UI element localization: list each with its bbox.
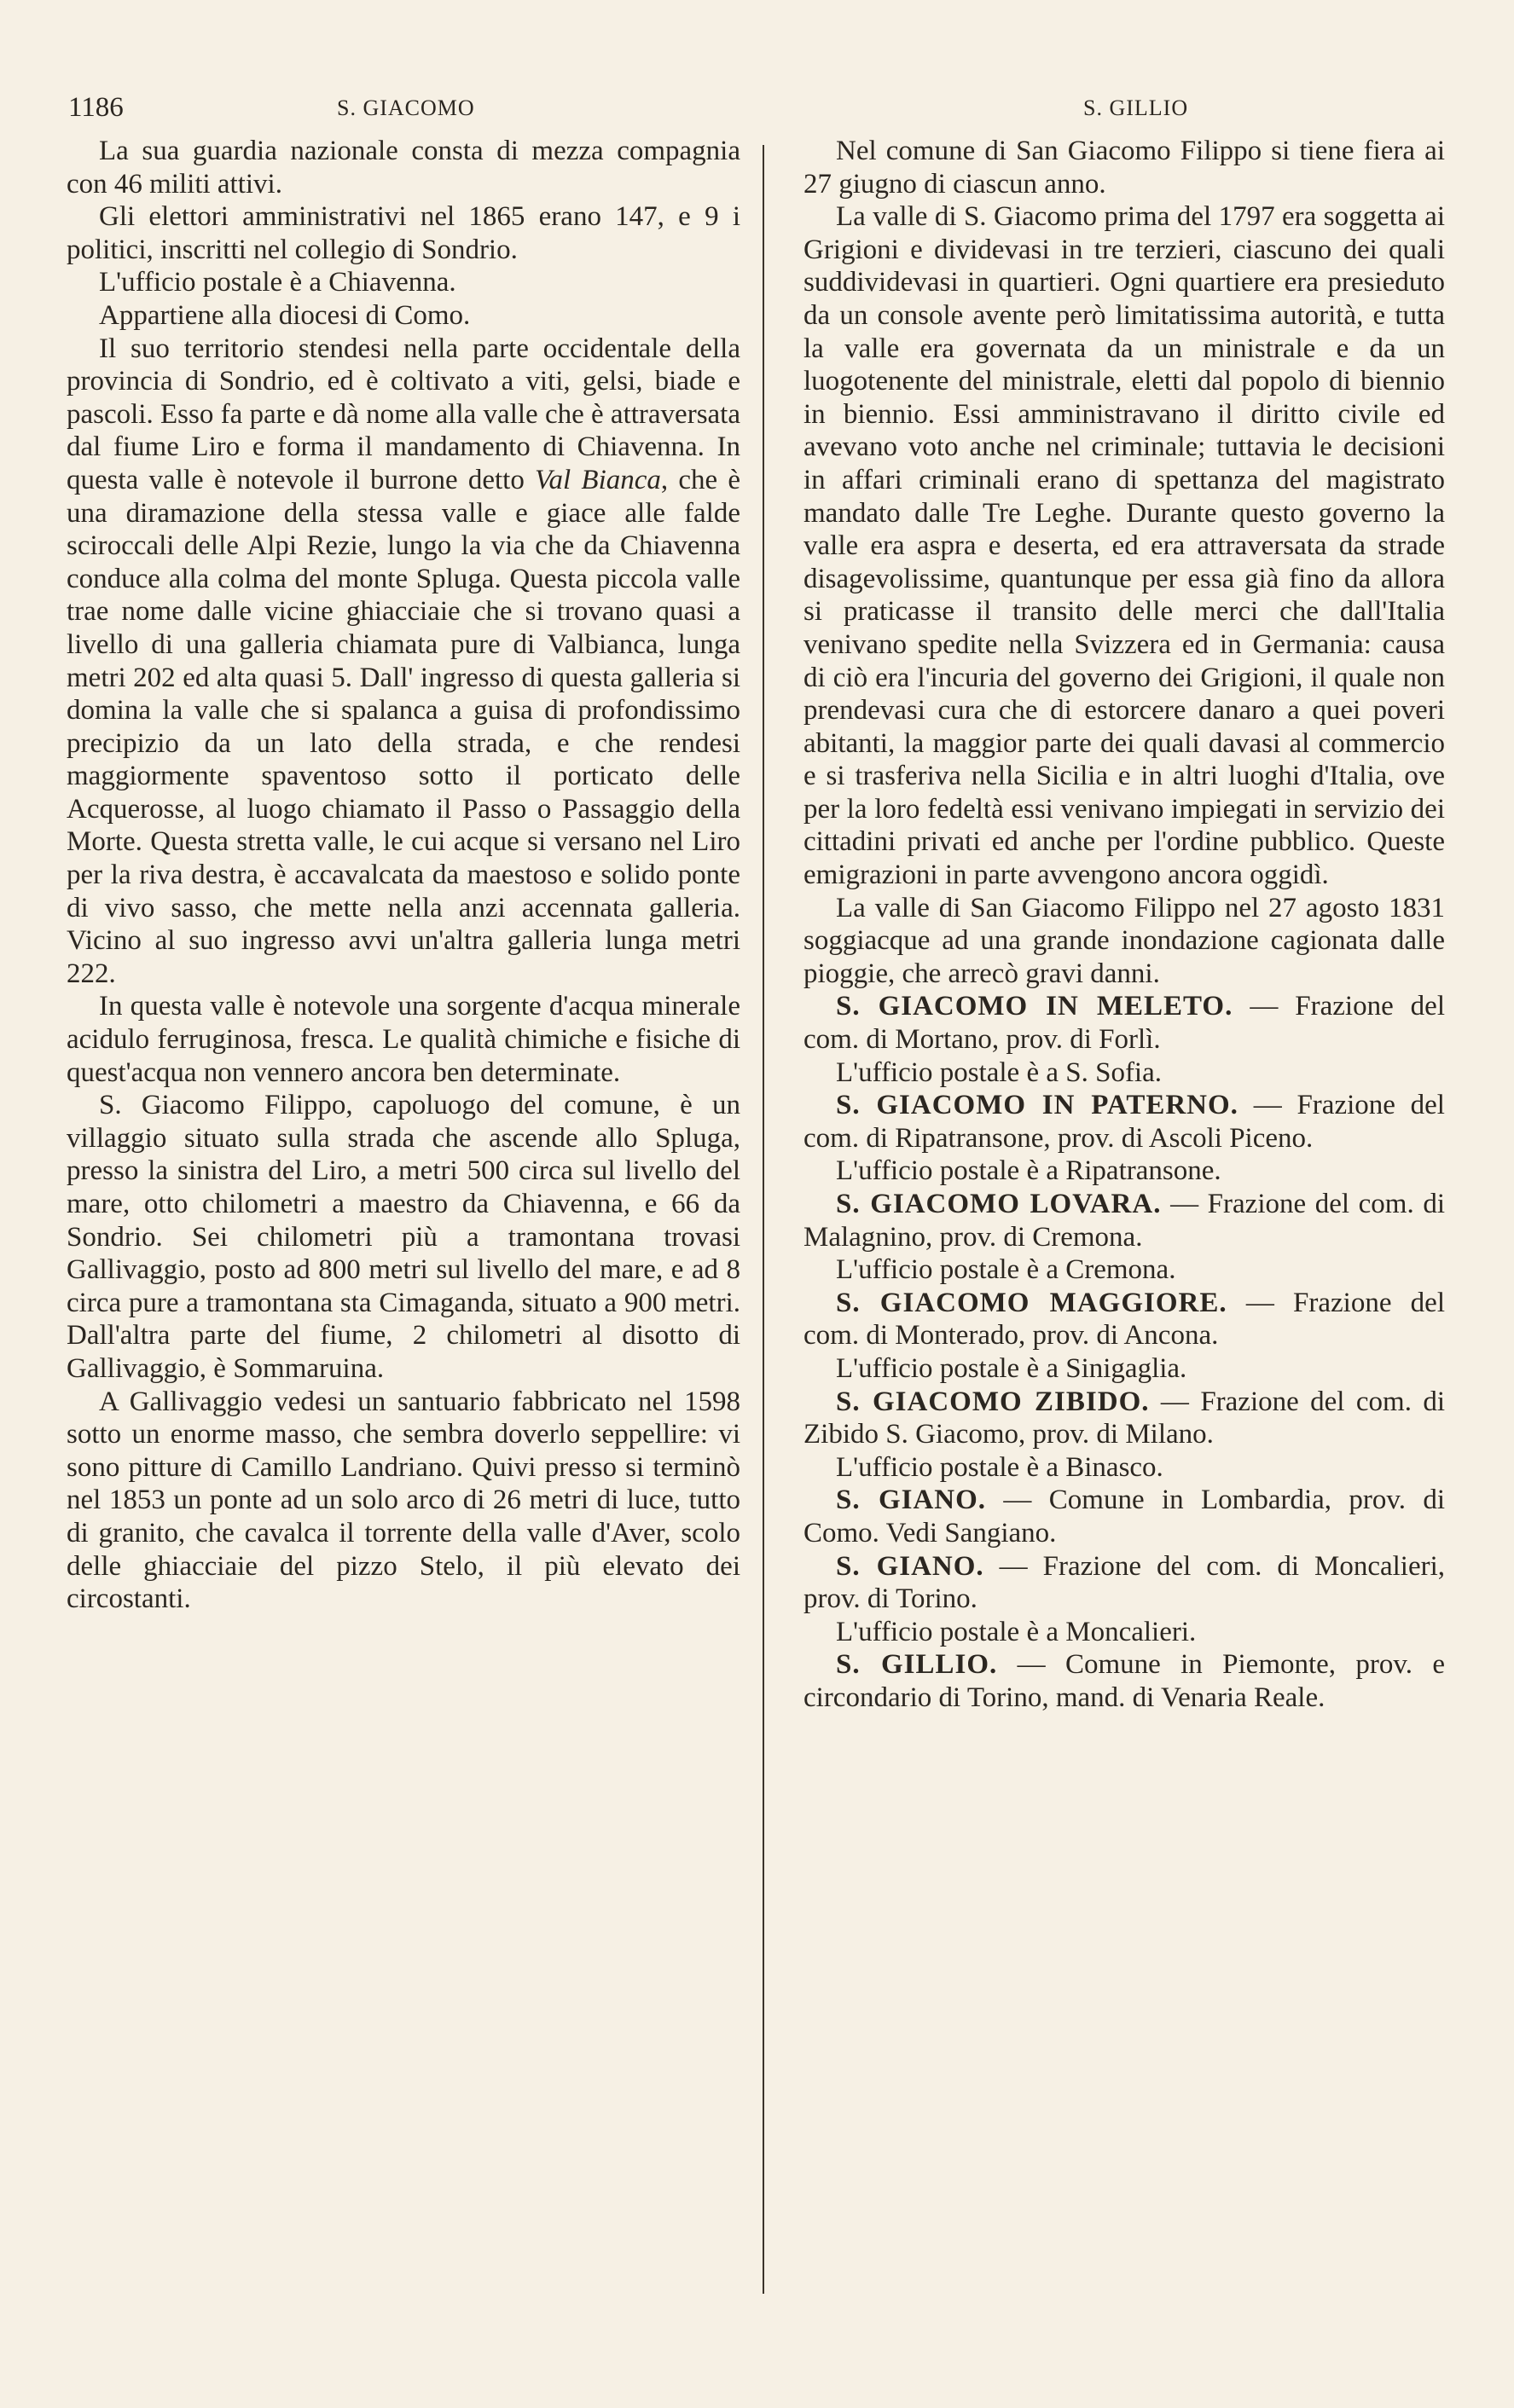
entry-text: — Frazione del com. di Moncalieri, prov. di Torino. xyxy=(803,1550,1446,1615)
entry-note: L'ufficio postale è a Sinigaglia. xyxy=(836,1352,1187,1384)
entry-heading: S. GIACOMO IN MELETO. xyxy=(836,991,1233,1022)
paragraph: S. Giacomo Filippo, capoluogo del comune, è un villaggio situato sulla strada che ascende allo Spluga, presso la sinistra del Liro, a metri 500 circa sul livello del mare, otto chilometri a maestro da Chiavenna, e 66 da Sondrio. Sei chilometri più a tramontana trovasi Gallivaggio, posto ad 800 metri sul livello del mare, e ad 8 circa pure a tramontana sta Cimaganda, situato a 900 metri. Dall'altra parte del fiume, 2 chilometri al disotto di Gallivaggio, è Sommaruina. xyxy=(67,1090,740,1384)
paragraph: La sua guardia nazionale consta di mezza compagnia con 46 militi attivi. xyxy=(67,136,740,200)
entry-heading: S. GILLIO. xyxy=(836,1649,998,1681)
entry-text: — Frazione del com. di Zibido S. Giacomo, prov. di Milano. xyxy=(803,1386,1446,1450)
entry-note: L'ufficio postale è a S. Sofia. xyxy=(836,1056,1162,1088)
entry-text: — Frazione del com. di Mortano, prov. di Forlì. xyxy=(803,991,1446,1056)
entry-note: L'ufficio postale è a Moncalieri. xyxy=(836,1616,1197,1647)
italic-place-name: Val Bianca xyxy=(535,464,661,495)
entry-text: — Frazione del com. di Malagnino, prov. di Cremona. xyxy=(803,1189,1445,1253)
running-head-right: S. GILLIO xyxy=(1083,96,1189,120)
entry-heading: S. GIACOMO MAGGIORE. xyxy=(836,1287,1227,1318)
entry-heading: S. GIANO. xyxy=(836,1485,987,1516)
entry-note: L'ufficio postale è a Binasco. xyxy=(836,1451,1163,1483)
page-number: 1186 xyxy=(68,92,124,123)
gazetteer-entry xyxy=(803,1089,1445,1155)
entry-text: — Comune in Lombardia, prov. di Como. Vedi Sangiano. xyxy=(803,1485,1445,1548)
entry-heading: S. GIACOMO LOVARA. xyxy=(836,1189,1162,1219)
gazetteer-entry xyxy=(803,1386,1445,1451)
paragraph: Appartiene alla diocesi di Como. xyxy=(99,299,471,331)
page-header xyxy=(0,92,1514,135)
gazetteer-entry xyxy=(803,990,1445,1056)
entry-text: — Comune in Piemonte, prov. e circondario di Torino, mand. di Venaria Reale. xyxy=(803,1649,1446,1713)
paragraph: A Gallivaggio vedesi un santuario fabbricato nel 1598 sotto un enorme masso, che sembra doverlo seppellire: vi sono pitture di Camillo Landriano. Quivi presso si terminò nel 1853 un ponte ad un solo arco di 26 metri di luce, tutto di granito, che cavalca il torrente della valle d'Aver, scolo delle ghiacciaie del pizzo Stelo, il più elevato dei circostanti. xyxy=(67,1386,740,1615)
entry-heading: S. GIACOMO ZIBIDO. xyxy=(836,1386,1150,1417)
paragraph: Il suo territorio stendesi nella parte occidentale della provincia di Sondrio, ed è coltivato a viti, gelsi, biade e pascoli. Esso fa parte e dà nome alla valle che è attraversata dal fiume Liro e forma il mandamento di Chiavenna. In questa valle è notevole il burrone detto Val Bianca, che è una diramazione della stessa valle e giace alle falde sciroccali delle Alpi Rezie, lungo la via che da Chiavenna conduce alla colma del monte Spluga. Questa piccola valle trae nome dalle vicine ghiacciaie che si trovano quasi a livello di una galleria chiamata pure di Valbianca, lunga metri 202 ed alta quasi 5. Dall' ingresso di questa galleria si domina la valle che si spalanca a guisa di profondissimo precipizio da un lato della strada, e che rendesi maggiormente spaventoso sotto il porticato delle Acquerosse, al luogo chiamato il Passo o Passaggio della Morte. Questa stretta valle, le cui acque si versano nel Liro per la riva destra, è accavalcata da maestoso e solido ponte di vivo sasso, che mette nella anzi accennata galleria. Vicino al suo ingresso avvi un'altra galleria lunga metri 222. xyxy=(67,333,740,989)
gazetteer-entry xyxy=(803,1188,1445,1253)
paragraph: Gli elettori amministrativi nel 1865 erano 147, e 9 i politici, inscritti nel collegio di Sondrio. xyxy=(67,201,740,265)
gazetteer-entry xyxy=(803,1648,1445,1714)
paragraph: L'ufficio postale è a Chiavenna. xyxy=(99,267,456,298)
entry-note: L'ufficio postale è a Ripatransone. xyxy=(836,1155,1221,1187)
entry-note: L'ufficio postale è a Cremona. xyxy=(836,1254,1176,1286)
paragraph: La valle di S. Giacomo prima del 1797 era soggetta ai Grigioni e dividevasi in tre terzieri, ciascuno dei quali suddividevasi in quartieri. Ogni quartiere era presieduto da un console avente però limitatissima autorità, e tutta la valle era governata da un ministrale e da un luogotenente del ministrale, eletti dal popolo di biennio in biennio. Essi amministravano il diritto civile ed avevano voto anche nel criminale; tuttavia le decisioni in affari criminali erano di spettanza del magistrato mandato dalle Tre Leghe. Durante questo governo la valle era aspra e deserta, ed era attraversata da strade disagevolissime, quantunque per essa già fino da allora si praticasse il transito delle merci che dall'Italia venivano spedite nella Svizzera ed in Germania: causa di ciò era l'incuria del governo dei Grigioni, il quale non prendevasi cura che di estorcere danaro a quei poveri abitanti, la maggior parte dei quali davasi al commercio e si trasferiva nella Sicilia e in altri luoghi d'Italia, ove per la loro fedeltà essi venivano impiegati in servizio dei cittadini privati ed anche per l'ordine pubblico. Queste emigrazioni in parte avvengono ancora oggidì. xyxy=(803,201,1445,891)
left-column xyxy=(67,135,740,1616)
entry-text: — Frazione del com. di Monterado, prov. di Ancona. xyxy=(803,1287,1445,1352)
right-column xyxy=(803,135,1445,1715)
paragraph: La valle di San Giacomo Filippo nel 27 agosto 1831 soggiacque ad una grande inondazione cagionata dalle pioggie, che arrecò gravi danni. xyxy=(803,892,1445,989)
column-divider xyxy=(763,145,764,2294)
entry-heading: S. GIACOMO IN PATERNO. xyxy=(836,1090,1238,1121)
paragraph: In questa valle è notevole una sorgente d'acqua minerale acidulo ferruginosa, fresca. Le qualità chimiche e fisiche di quest'acqua non vennero ancora ben determinate. xyxy=(67,991,740,1088)
gazetteer-entry xyxy=(803,1287,1445,1352)
gazetteer-entry xyxy=(803,1550,1445,1616)
entry-heading: S. GIANO. xyxy=(836,1550,984,1582)
gazetteer-entry xyxy=(803,1484,1445,1549)
entry-text: — Frazione del com. di Ripatransone, prov. di Ascoli Piceno. xyxy=(803,1090,1445,1154)
paragraph: Nel comune di San Giacomo Filippo si tiene fiera ai 27 giugno di ciascun anno. xyxy=(803,136,1445,200)
running-head-left: S. GIACOMO xyxy=(337,96,475,120)
